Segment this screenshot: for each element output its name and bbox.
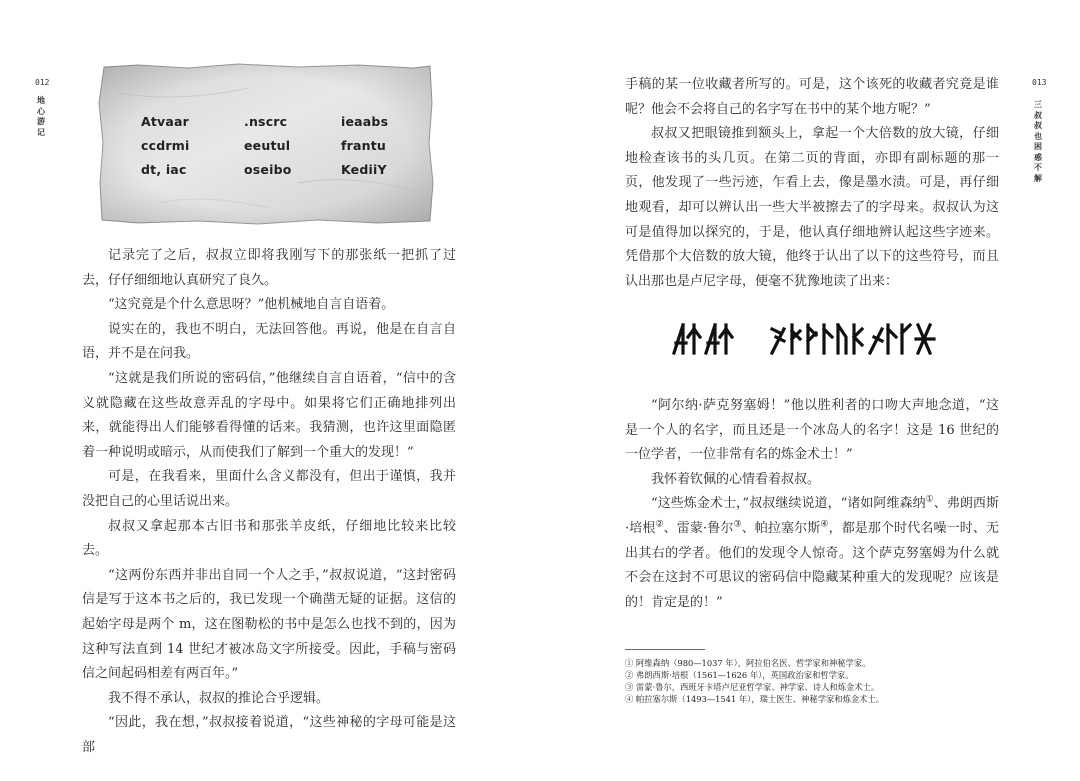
footnote-divider <box>625 649 705 650</box>
paragraph: 说实在的，我也不明白，无法回答他。再说，他是在自言自语，并不是在问我。 <box>82 321 456 362</box>
text-run: 、帕拉塞尔斯 <box>741 520 821 536</box>
running-head-char: 地 <box>37 96 45 105</box>
running-head-char: 叔 <box>1034 110 1042 120</box>
text-run: 、雷蒙·鲁尔 <box>663 520 734 536</box>
running-head-char: 解 <box>1034 173 1042 183</box>
paragraph-with-footnotes <box>625 492 999 615</box>
code-cell: frantu <box>341 138 387 153</box>
running-head-char: 不 <box>1034 163 1042 172</box>
running-head-char: 心 <box>37 106 45 116</box>
left-body-text <box>82 244 456 760</box>
right-body-text-top <box>625 73 999 294</box>
footnote: ① 阿维森纳（980—1037 年），阿拉伯名医、哲学家和神秘学家。 <box>625 658 871 668</box>
footnote-marker[interactable]: ② <box>655 519 664 530</box>
footnote-marker[interactable]: ④ <box>820 519 829 530</box>
code-cell: ccdrmi <box>141 138 190 153</box>
torn-paper-image <box>98 63 434 225</box>
footnote: ② 弗朗西斯·培根（1561—1626 年），英国政治家和哲学家。 <box>625 670 854 680</box>
right-body-text-bottom <box>625 394 999 615</box>
running-head-char: 叔 <box>1034 121 1042 130</box>
running-head-char: 困 <box>1034 142 1042 151</box>
footnote-marker[interactable]: ③ <box>733 519 742 530</box>
page-number-right: 013 <box>1032 78 1047 87</box>
running-head-right <box>1033 100 1043 184</box>
footnote: ④ 帕拉塞尔斯（1493—1541 年），瑞士医生、神秘学家和炼金术士。 <box>625 694 885 704</box>
code-cell: ieaabs <box>341 114 389 129</box>
running-head-char: 三 <box>1034 100 1042 109</box>
paragraph: “阿尔纳·萨克努塞姆！”他以胜利者的口吻大声地念道，“这是一个人的名字，而且还是一个冰岛人的名字！这是 16 世纪的一位学者，一位非常有名的炼金术士！” <box>625 398 999 463</box>
running-head-char: 记 <box>37 127 45 137</box>
running-head-left <box>36 96 46 138</box>
running-head-char: 游 <box>37 117 45 126</box>
text-run: “这些炼金术士，”叔叔继续说道，“诸如阿维森纳 <box>651 496 926 512</box>
code-cell: oseibo <box>244 162 292 177</box>
paragraph: 叔叔又拿起那本古旧书和那张羊皮纸，仔细地比较来比较去。 <box>82 518 456 559</box>
paragraph: 记录完了之后，叔叔立即将我刚写下的那张纸一把抓了过去，仔仔细细地认真研究了良久。 <box>82 248 456 288</box>
paragraph: 我不得不承认，叔叔的推论合乎逻辑。 <box>108 690 330 706</box>
paragraph: 手稿的某一位收藏者所写的。可是，这个该死的收藏者究竟是谁呢？他会不会将自己的名字写在书中的某个地方呢？” <box>625 77 999 117</box>
text-run: ，都是那个时代名噪一时、无出其右的学者。他们的发现令人惊奇。这个萨克努塞姆为什么就不会在这封不可思议的密码信中隐藏某种重大的发现呢？应该是的！肯定是的！” <box>625 520 999 610</box>
paragraph: 我怀着钦佩的心情看着叔叔。 <box>651 471 821 487</box>
running-head-char: 也 <box>1034 131 1042 141</box>
code-cell: Atvaar <box>141 114 190 129</box>
footnote-marker[interactable]: ① <box>925 495 934 506</box>
code-cell: KediiY <box>341 162 387 177</box>
footnote: ③ 雷蒙·鲁尔，西班牙卡塔卢尼亚哲学家、神学家、诗人和炼金术士。 <box>625 682 880 692</box>
page-number-left: 012 <box>35 78 50 87</box>
code-cell: eeutul <box>244 138 291 153</box>
running-head-char: 惑 <box>1034 152 1042 162</box>
paragraph: “这究竟是个什么意思呀？”他机械地自言自语着。 <box>108 297 395 313</box>
paragraph: “因此，我在想，”叔叔接着说道，“这些神秘的字母可能是这部 <box>82 715 456 755</box>
rune-inscription-icon <box>672 323 952 355</box>
code-cell: .nscrc <box>244 114 288 129</box>
code-cell: dt, iac <box>141 162 187 177</box>
paragraph: 可是，在我看来，里面什么含义都没有，但出于谨慎，我并没把自己的心里话说出来。 <box>82 469 456 509</box>
paragraph: “这就是我们所说的密码信，”他继续自言自语着，“信中的含义就隐藏在这些故意弄乱的字母中。如果将它们正确地排列出来，就能得出人们能够看得懂的话来。我猜测，也许这里面隐匿着一种说明或暗示，从而使我们了解到一个重大的发现！” <box>82 370 456 460</box>
paragraph: 叔叔又把眼镜推到额头上，拿起一个大倍数的放大镜，仔细地检查该书的头几页。在第二页的背面，亦即有副标题的那一页，他发现了一些污迹，乍看上去，像是墨水渍。可是，再仔细地观看，却可以辨认出一些大半被擦去了的字母来。叔叔认为这可是值得加以探究的，于是，他认真仔细地辨认起这些字迹来。凭借那个大倍数的放大镜，他终于认出了以下的这些符号，而且认出那也是卢尼字母，便毫不犹豫地读了出来： <box>625 126 999 289</box>
text-run: 、弗朗西斯·培根 <box>625 496 999 536</box>
rune-inscription <box>672 323 952 355</box>
paragraph: “这两份东西并非出自同一个人之手，”叔叔说道，“这封密码信是写于这本书之后的，我已发现一个确凿无疑的证据。这信的起始字母是两个 m，这在图勒松的书中是怎么也找不到的，因为这种写法直到 14 世纪才被冰岛文字所接受。因此，手稿与密码信之间起码相差有两百年。” <box>82 567 456 682</box>
